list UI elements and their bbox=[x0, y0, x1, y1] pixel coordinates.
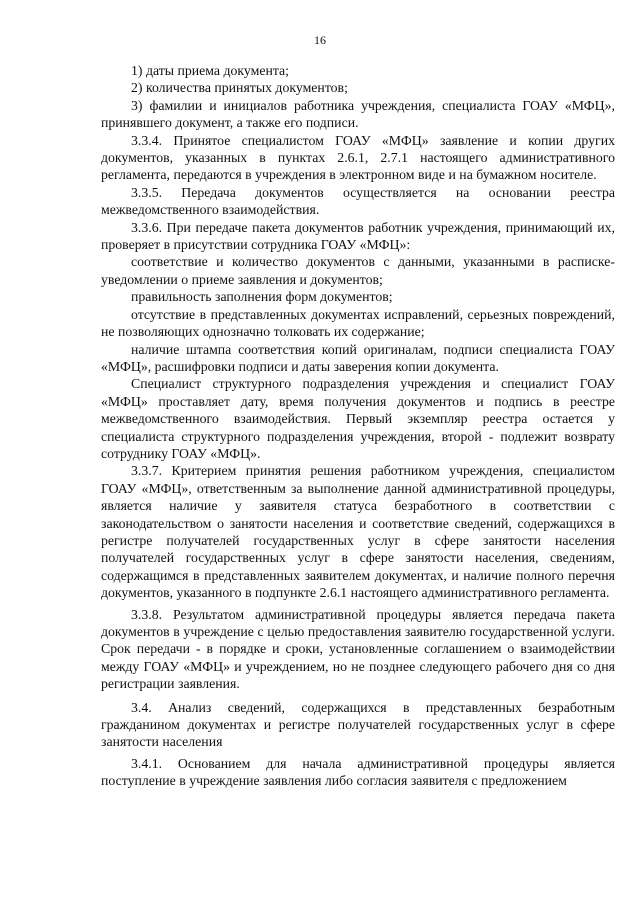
paragraph-3-3-7: 3.3.7. Критерием принятия решения работником учреждения, специалистом ГОАУ «МФЦ», ответственным за выполнение данной административной процедуры, является наличие у заявителя статуса безработного в соответствии с законодательством о занятости населения и соответствие сведений, содержащихся в регистре получателей государственных услуг в сфере занятости населения получателей государственных услуг в сфере занятости населения, сведениям, содержащимся в представленных заявителем документах, и наличие полного перечня документов, указанного в подпункте 2.6.1 настоящего административного регламента. bbox=[101, 463, 615, 601]
section-heading-3-4: 3.4. Анализ сведений, содержащихся в представленных безработным гражданином документах и регистре получателей государственных услуг в сфере занятости населения bbox=[101, 699, 615, 750]
paragraph-registry: Специалист структурного подразделения учреждения и специалист ГОАУ «МФЦ» проставляет дату, время получения документов и подпись в реестре межведомственного взаимодействия. Первый экземпляр реестра остается у специалиста структурного подразделения учреждения, второй - подлежит возврату сотруднику ГОАУ «МФЦ». bbox=[101, 376, 615, 461]
check-item-forms: правильность заполнения форм документов; bbox=[131, 289, 393, 305]
check-item-no-corrections: отсутствие в представленных документах исправлений, серьезных повреждений, не позволяющих однозначно толковать их содержание; bbox=[101, 306, 615, 340]
document-body bbox=[101, 62, 615, 790]
check-item-correspondence: соответствие и количество документов с данными, указанными в расписке-уведомлении о приеме заявления и документов; bbox=[101, 254, 615, 287]
check-item-stamp: наличие штампа соответствия копий оригиналам, подписи специалиста ГОАУ «МФЦ», расшифровки подписи и даты заверения копии документа. bbox=[101, 341, 615, 374]
paragraph-3-4-1: 3.4.1. Основанием для начала административной процедуры является поступление в учреждение заявления либо согласия заявителя с предложением bbox=[101, 755, 615, 789]
list-item-count: 2) количества принятых документов; bbox=[131, 80, 348, 96]
list-item-name: 3) фамилии и инициалов работника учреждения, специалиста ГОАУ «МФЦ», принявшего документ, а также его подписи. bbox=[101, 97, 615, 131]
paragraph-3-3-5: 3.3.5. Передача документов осуществляется на основании реестра межведомственного взаимодействия. bbox=[101, 184, 615, 218]
paragraph-3-3-4: 3.3.4. Принятое специалистом ГОАУ «МФЦ» заявление и копии других документов, указанных в пунктах 2.6.1, 2.7.1 настоящего административного регламента, передаются в учреждения в электронном виде и на бумажном носителе. bbox=[101, 132, 615, 183]
paragraph-3-3-6: 3.3.6. При передаче пакета документов работник учреждения, принимающий их, проверяет в присутствии сотрудника ГОАУ «МФЦ»: bbox=[101, 219, 615, 253]
list-item-date: 1) даты приема документа; bbox=[131, 63, 290, 78]
page-number: 16 bbox=[314, 33, 326, 47]
paragraph-3-3-8: 3.3.8. Результатом административной процедуры является передача пакета документов в учреждение с целью предоставления заявителю государственной услуги. Срок передачи - в порядке и сроки, установленные соглашением о взаимодействии между ГОАУ «МФЦ» и учреждением, но не позднее следующего рабочего дня со дня регистрации заявления. bbox=[101, 606, 615, 692]
